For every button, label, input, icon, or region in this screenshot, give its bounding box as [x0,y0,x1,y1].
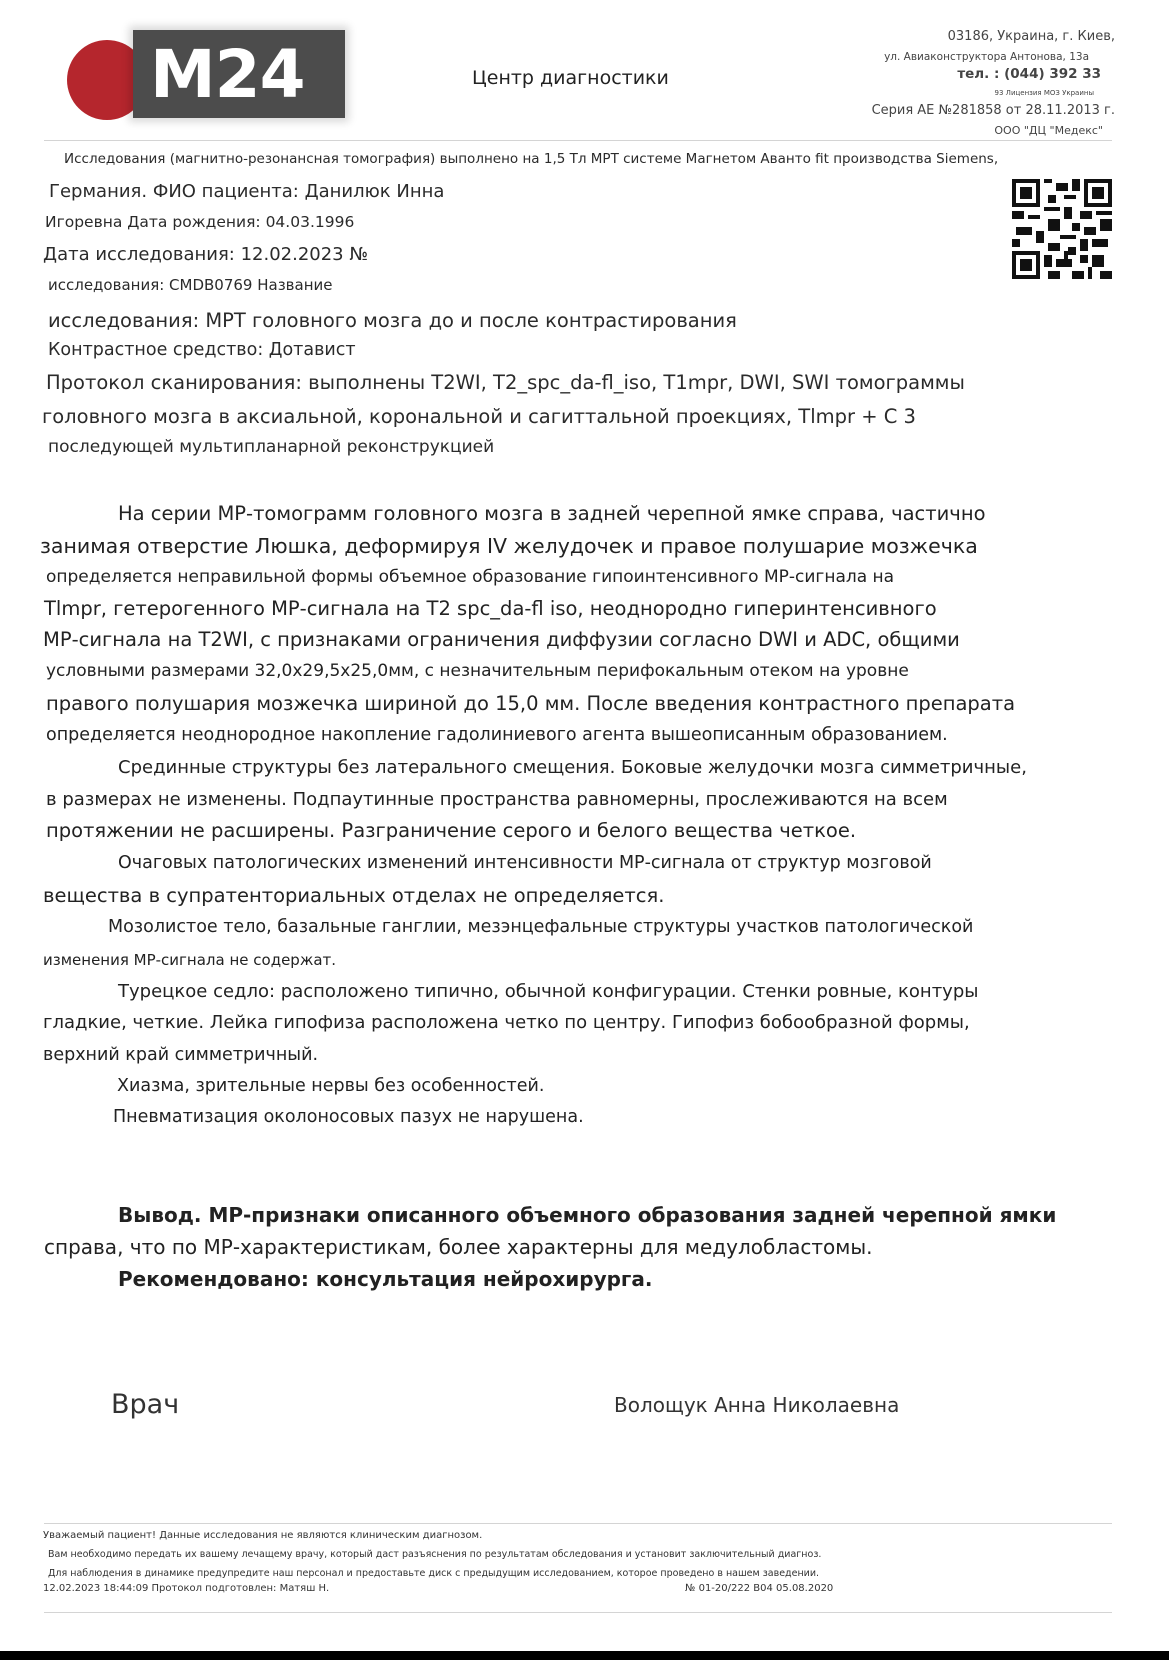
findings-line: Очаговых патологических изменений интенсивности МР-сигнала от структур мозговой [118,853,932,873]
center-name: Центр диагностики [472,67,669,89]
protocol-line-2: головного мозга в аксиальной, корональной и сагиттальной проекциях, Tlmpr + С 3 [42,405,916,428]
findings-line: правого полушария мозжечка шириной до 15,0 мм. После введения контрастного препарата [46,692,1016,715]
patient-name-line: Германия. ФИО пациента: Данилюк Инна [49,181,445,202]
findings-line: условными размерами 32,0х29,5х25,0мм, с незначительным перифокальным отеком на уровне [46,661,909,681]
footer-instruction: Вам необходимо передать их вашему лечащему врачу, который даст разъяснения по результатам обследования и установит заключительный диагноз. [48,1549,822,1560]
footer-divider-bottom [44,1612,1112,1613]
findings-line: Хиазма, зрительные нервы без особенностей. [117,1076,545,1096]
address-license: 93 Лицензия МОЗ Украины [994,89,1094,97]
footer-doc-number: № 01-20/222 В04 05.08.2020 [685,1583,834,1594]
study-equipment: Исследования (магнитно-резонансная томография) выполнено на 1,5 Тл МРТ системе Магнетом Аванто fit производства Siemens, [64,151,999,167]
recommendation-line: Рекомендовано: консультация нейрохирурга. [118,1267,653,1291]
study-date-line: Дата исследования: 12.02.2023 № [43,244,369,265]
study-title-line: исследования: МРТ головного мозга до и после контрастирования [48,309,737,332]
address-series: Серия АЕ №281858 от 28.11.2013 г. [871,103,1115,118]
findings-line: в размерах не изменены. Подпаутинные пространства равномерны, прослеживаются на всем [46,789,948,810]
findings-line: занимая отверстие Люшка, деформируя IV желудочек и правое полушарие мозжечка [40,534,978,558]
findings-line: изменения МР-сигнала не содержат. [43,951,337,969]
footer-followup: Для наблюдения в динамике предупредите наш персонал и предоставьте диск с предыдущим исследованием, которое проведено в нашем заведении. [48,1568,820,1579]
study-number-line: исследования: CMDB0769 Название [48,276,333,294]
qr-code-icon [1012,179,1112,279]
doctor-label: Врач [111,1389,180,1420]
contrast-agent-line: Контрастное средство: Дотавист [48,340,356,360]
findings-line: определяется неправильной формы объемное образование гипоинтенсивного МР-сигнала на [46,567,895,587]
findings-line: Срединные структуры без латерального смещения. Боковые желудочки мозга симметричные, [118,757,1027,778]
findings-line: Мозолистое тело, базальные ганглии, мезэнцефальные структуры участков патологической [108,917,974,937]
findings-line: МР-сигнала на T2WI, с признаками ограничения диффузии согласно DWI и ADC, общими [43,628,960,651]
address-company: ООО "ДЦ "Медекс" [994,124,1103,137]
footer-disclaimer: Уважаемый пациент! Данные исследования не являются клиническим диагнозом. [43,1530,483,1541]
findings-line: вещества в супратенториальных отделах не определяется. [43,884,665,907]
header-divider [44,140,1112,141]
findings-line: Пневматизация околоносовых пазух не нарушена. [113,1107,584,1127]
findings-line: Турецкое седло: расположено типично, обычной конфигурации. Стенки ровные, контуры [118,981,979,1002]
footer-divider-top [44,1523,1112,1524]
conclusion-line-2: справа, что по МР-характеристикам, более характерны для медулобластомы. [44,1235,873,1259]
address-line-1: 03186, Украина, г. Киев, [947,29,1115,44]
address-line-2: ул. Авиаконструктора Антонова, 13а [884,51,1089,63]
bottom-edge-bar [0,1651,1169,1660]
patient-birthdate-line: Игоревна Дата рождения: 04.03.1996 [45,213,355,231]
findings-line: Tlmpr, гетерогенного МР-сигнала на Т2 spc_da-fl iso, неоднородно гиперинтенсивного [44,597,937,620]
findings-line: протяжении не расширены. Разграничение серого и белого вещества четкое. [46,819,857,842]
footer-timestamp: 12.02.2023 18:44:09 Протокол подготовлен: Матяш Н. [43,1583,330,1594]
findings-line: верхний край симметричный. [43,1045,319,1065]
doctor-name: Волощук Анна Николаевна [614,1393,900,1417]
protocol-line-1: Протокол сканирования: выполнены T2WI, T2_spc_da-fl_iso, T1mpr, DWI, SWI томограммы [46,371,965,394]
findings-line: определяется неоднородное накопление гадолиниевого агента вышеописанным образованием. [46,725,948,745]
address-phone: тел. : (044) 392 33 [957,66,1101,82]
logo-text: M24 [150,36,305,113]
findings-line: гладкие, четкие. Лейка гипофиза расположена четко по центру. Гипофиз бобообразной формы, [43,1012,970,1033]
protocol-line-3: последующей мультипланарной реконструкцией [48,437,495,457]
findings-line: На серии МР-томограмм головного мозга в задней черепной ямке справа, частично [118,502,986,525]
conclusion-line-1: Вывод. МР-признаки описанного объемного образования задней черепной ямки [118,1203,1057,1227]
